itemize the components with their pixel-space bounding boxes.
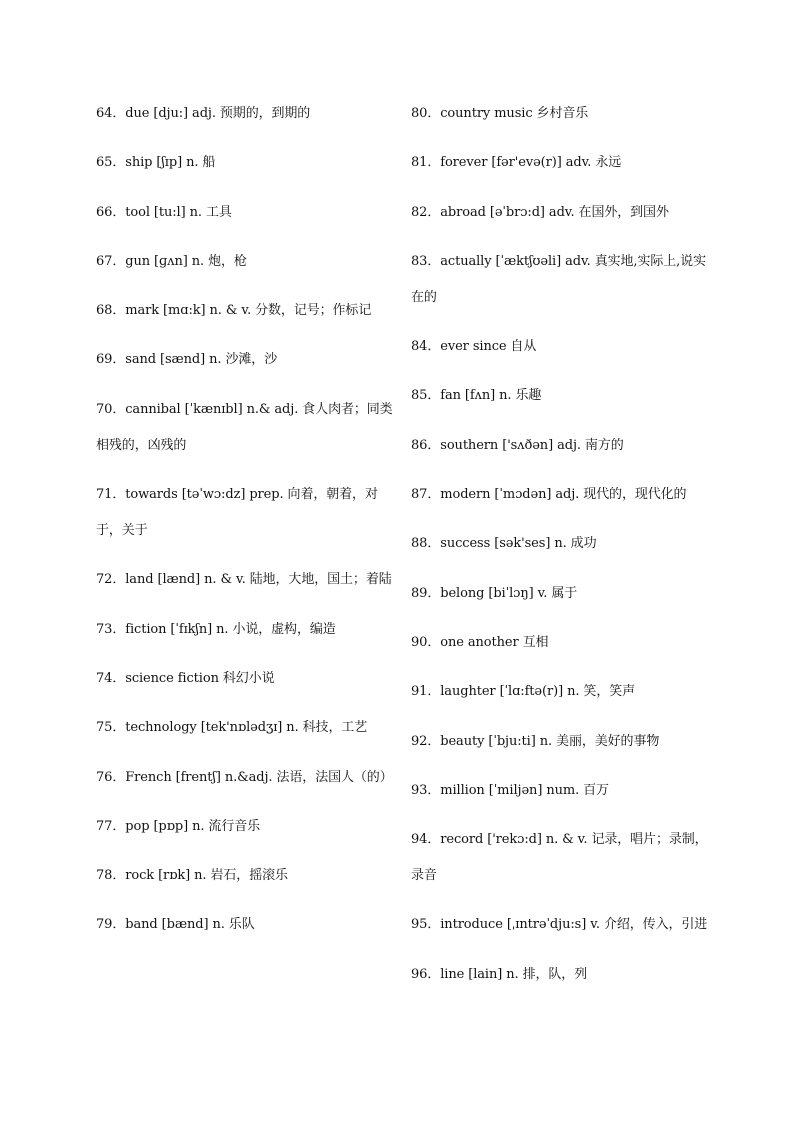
vocab-entry: 85．fan [fʌn] n. 乐趣 [411,388,542,404]
vocab-entry: 68．mark [mɑ:k] n. & v. 分数，记号；作标记 [96,303,372,319]
vocab-entry: 81．forever [fər'evə(r)] adv. 永远 [411,155,622,171]
vocab-entry: 89．belong [biˈlɔŋ] v. 属于 [411,585,578,601]
vocab-entry: 70．cannibal [ˈkænɪbl] n.& adj. 食人肉者；同类相残的，凶残的 [96,401,393,453]
vocab-entry: 95．introduce [ˌɪntrəˈdju:s] v. 介绍，传入，引进 [411,917,708,933]
vocab-entry: 69．sand [sænd] n. 沙滩，沙 [96,352,278,368]
vocab-entry: 64．due [dju:] adj. 预期的，到期的 [96,106,311,121]
vocabulary-column-left [96,96,396,943]
vocab-entry: 76．French [frentʃ] n.&adj. 法语，法国人（的） [96,769,393,785]
vocab-entry: 90．one another 互相 [411,634,549,650]
vocab-entry: 82．abroad [əˈbrɔ:d] adv. 在国外，到国外 [411,204,669,220]
vocab-entry: 77．pop [pɒp] n. 流行音乐 [96,818,261,834]
vocab-entry: 67．gun [ɡʌn] n. 炮，枪 [96,253,247,269]
vocab-entry: 88．success [sək'ses] n. 成功 [411,536,597,552]
vocab-entry: 80．country music 乡村音乐 [411,106,589,121]
vocabulary-column-right [411,96,711,993]
vocab-entry: 83．actually [ˈæktʃʊəli] adv. 真实地,实际上,说实在的 [411,253,706,305]
vocab-entry: 65．ship [ʃɪp] n. 船 [96,155,216,171]
vocab-entry: 79．band [bænd] n. 乐队 [96,917,255,933]
vocab-entry: 92．beauty [ˈbju:ti] n. 美丽，美好的事物 [411,733,660,749]
vocab-entry: 75．technology [tek'nɒlədʒɪ] n. 科技，工艺 [96,720,368,736]
vocab-entry: 87．modern [ˈmɔdən] adj. 现代的，现代化的 [411,487,687,503]
vocab-entry: 73．fiction [ˈfɪkʃn] n. 小说，虚构，编造 [96,621,336,637]
vocab-entry: 93．million [ˈmiljən] num. 百万 [411,782,609,798]
vocab-entry: 66．tool [tu:l] n. 工具 [96,204,232,220]
vocab-entry: 71．towards [təˈwɔ:dz] prep. 向着，朝着，对于，关于 [96,487,378,539]
vocab-entry: 86．southern ['sʌðən] adj. 南方的 [411,437,624,453]
vocab-entry: 78．rock [rɒk] n. 岩石，摇滚乐 [96,868,288,884]
vocab-entry: 96．line [lain] n. 排，队，列 [411,966,588,982]
vocab-entry: 84．ever since 自从 [411,339,537,355]
vocab-entry: 74．science fiction 科幻小说 [96,670,275,686]
vocab-entry: 94．record ['rekɔ:d] n. & v. 记录，唱片；录制，录音 [411,832,708,884]
vocab-entry: 91．laughter [ˈlɑ:ftə(r)] n. 笑，笑声 [411,684,636,700]
vocab-entry: 72．land [lænd] n. & v. 陆地，大地，国土；着陆 [96,572,392,588]
